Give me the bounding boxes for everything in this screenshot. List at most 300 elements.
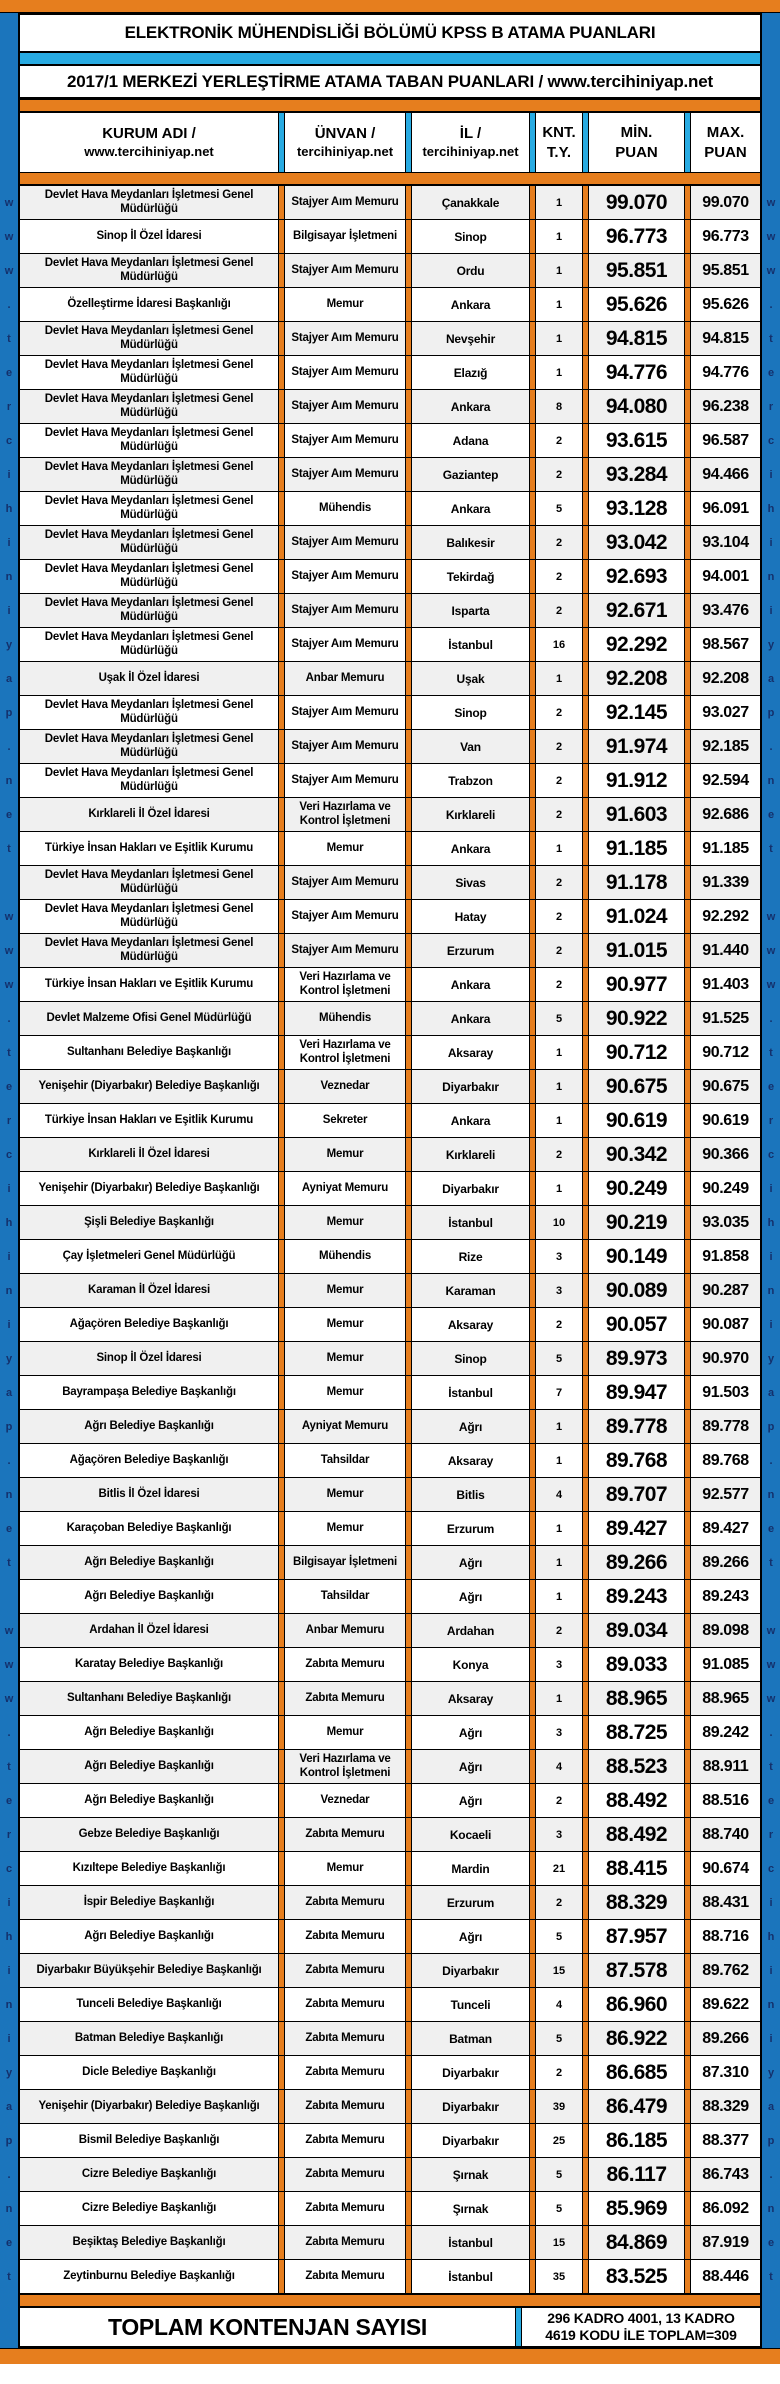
cell-min-puan: 86.960	[605, 1992, 668, 2016]
header-kurum-adi: KURUM ADI / www.tercihiniyap.net	[84, 125, 214, 159]
cell-min-puan: 86.685	[605, 2060, 668, 2084]
cell-unvan: Stajyer Aım Memuru	[291, 773, 399, 786]
side-letter-left: .	[0, 288, 18, 322]
cell-min-puan: 83.525	[605, 2264, 668, 2288]
table-row	[0, 2192, 780, 2226]
cell-il: Çanakkale	[441, 195, 500, 210]
column-divider	[405, 1614, 412, 1647]
column-divider	[405, 798, 412, 831]
cell-max-puan: 95.626	[702, 295, 749, 313]
column-divider	[278, 1308, 285, 1341]
side-letter-left: w	[0, 1682, 18, 1716]
cell-knt-ty: 8	[555, 400, 563, 413]
column-divider	[278, 2192, 285, 2225]
side-letter-right: .	[762, 1002, 780, 1036]
column-divider	[582, 186, 589, 219]
cell-il: Bitlis	[456, 1487, 485, 1502]
side-letter-left: e	[0, 1784, 18, 1818]
side-letter-left: n	[0, 1274, 18, 1308]
column-divider	[405, 832, 412, 865]
side-letter-right: n	[762, 1478, 780, 1512]
cell-max-puan: 96.773	[702, 227, 749, 245]
cell-unvan: Stajyer Aım Memuru	[291, 331, 399, 344]
header-divider	[529, 113, 536, 172]
column-divider	[278, 1002, 285, 1035]
footer-band	[0, 2308, 780, 2348]
side-letter-left: t	[0, 1036, 18, 1070]
column-divider	[278, 730, 285, 763]
column-divider	[582, 1104, 589, 1137]
cell-il: Aksaray	[447, 1045, 494, 1060]
cell-unvan: Memur	[326, 1317, 364, 1330]
cell-knt-ty: 2	[555, 1318, 563, 1331]
cell-unvan: Zabıta Memuru	[305, 2133, 385, 2146]
column-divider	[582, 1376, 589, 1409]
table-row	[0, 458, 780, 492]
cell-kurum-adi: Devlet Hava Meydanları İşletmesi Genel Müdürlüğü	[44, 767, 254, 793]
cell-max-puan: 87.919	[702, 2233, 749, 2251]
side-letter-left: w	[0, 968, 18, 1002]
cell-kurum-adi: Ağrı Belediye Başkanlığı	[84, 1589, 214, 1602]
cell-kurum-adi: Yenişehir (Diyarbakır) Belediye Başkanlığı	[38, 1181, 260, 1194]
column-divider	[529, 1580, 536, 1613]
column-divider	[278, 390, 285, 423]
column-divider	[684, 2090, 691, 2123]
cell-min-puan: 90.089	[605, 1278, 668, 1302]
side-letter-left: y	[0, 628, 18, 662]
cell-min-puan: 89.033	[605, 1652, 668, 1676]
cell-max-puan: 91.858	[702, 1247, 749, 1265]
cell-unvan: Stajyer Aım Memuru	[291, 263, 399, 276]
cell-max-puan: 86.743	[702, 2165, 749, 2183]
side-letter-left: w	[0, 220, 18, 254]
side-letter-right: r	[762, 1104, 780, 1138]
column-divider	[582, 1172, 589, 1205]
cell-kurum-adi: Ardahan İl Özel İdaresi	[89, 1623, 209, 1636]
column-divider	[278, 1172, 285, 1205]
cell-kurum-adi: Sinop İl Özel İdaresi	[96, 1351, 202, 1364]
column-divider	[582, 1342, 589, 1375]
table-row	[0, 1886, 780, 1920]
cell-knt-ty: 1	[555, 1556, 563, 1569]
cell-max-puan: 89.266	[702, 1553, 749, 1571]
cell-max-puan: 91.403	[702, 975, 749, 993]
cell-kurum-adi: Devlet Hava Meydanları İşletmesi Genel Müdürlüğü	[44, 359, 254, 385]
cell-knt-ty: 2	[555, 706, 563, 719]
column-divider	[582, 968, 589, 1001]
column-divider	[405, 2158, 412, 2191]
column-divider	[684, 1342, 691, 1375]
cell-max-puan: 91.085	[702, 1655, 749, 1673]
column-divider	[405, 1070, 412, 1103]
cell-max-puan: 88.516	[702, 1791, 749, 1809]
table-row	[0, 764, 780, 798]
column-divider	[405, 968, 412, 1001]
cell-il: Ağrı	[458, 1589, 483, 1604]
column-divider	[405, 186, 412, 219]
side-letter-left: c	[0, 1852, 18, 1886]
column-divider	[582, 2226, 589, 2259]
side-letter-right: w	[762, 1648, 780, 1682]
table-row	[0, 1818, 780, 1852]
side-letter-left: i	[0, 594, 18, 628]
cell-il: Hatay	[454, 909, 487, 924]
cell-kurum-adi: Çay İşletmeleri Genel Müdürlüğü	[62, 1249, 236, 1262]
cell-knt-ty: 2	[555, 978, 563, 991]
side-letter-right: n	[762, 560, 780, 594]
column-divider	[278, 1036, 285, 1069]
side-letter-right: i	[762, 594, 780, 628]
side-letter-left: p	[0, 2124, 18, 2158]
column-divider	[529, 1512, 536, 1545]
column-divider	[582, 492, 589, 525]
table-row	[0, 1750, 780, 1784]
side-letter-left: t	[0, 1750, 18, 1784]
cell-max-puan: 90.249	[702, 1179, 749, 1197]
column-divider	[278, 1716, 285, 1749]
cell-unvan: Veri Hazırlama ve Kontrol İşletmeni	[299, 971, 391, 997]
column-divider	[405, 1410, 412, 1443]
header-divider	[582, 113, 589, 172]
side-letter-right	[762, 866, 780, 900]
side-letter-right: a	[762, 2090, 780, 2124]
column-divider	[278, 1138, 285, 1171]
side-letter-right: p	[762, 1410, 780, 1444]
cell-il: Aksaray	[447, 1691, 494, 1706]
column-divider	[582, 220, 589, 253]
column-divider	[278, 1376, 285, 1409]
column-divider	[278, 1274, 285, 1307]
table-row	[0, 1580, 780, 1614]
column-divider	[582, 1274, 589, 1307]
column-divider	[529, 1444, 536, 1477]
column-divider	[278, 2226, 285, 2259]
side-letter-left: i	[0, 2022, 18, 2056]
cell-min-puan: 94.815	[605, 326, 668, 350]
column-divider	[684, 1954, 691, 1987]
column-divider	[684, 832, 691, 865]
footer-total-value: 296 KADRO 4001, 13 KADRO 4619 KODU İLE TOPLAM=309	[545, 2309, 737, 2343]
cell-min-puan: 88.725	[605, 1720, 668, 1744]
column-divider	[582, 1546, 589, 1579]
cell-knt-ty: 5	[555, 2168, 563, 2181]
column-divider	[582, 1750, 589, 1783]
column-divider	[684, 798, 691, 831]
side-letter-left: n	[0, 2192, 18, 2226]
column-divider	[405, 1988, 412, 2021]
cell-knt-ty: 3	[555, 1828, 563, 1841]
cell-kurum-adi: Yenişehir (Diyarbakır) Belediye Başkanlığı	[38, 2099, 260, 2112]
table-row	[0, 1274, 780, 1308]
table-row	[0, 1682, 780, 1716]
cell-knt-ty: 25	[552, 2134, 566, 2147]
cell-knt-ty: 10	[552, 1216, 566, 1229]
side-letter-left: t	[0, 1546, 18, 1580]
column-divider	[405, 730, 412, 763]
cell-il: Ağrı	[458, 1929, 483, 1944]
side-letter-right: .	[762, 288, 780, 322]
side-letter-right: w	[762, 1682, 780, 1716]
side-letter-right: n	[762, 2192, 780, 2226]
cyan-divider-strip	[18, 53, 762, 66]
cell-il: Diyarbakır	[442, 2065, 499, 2080]
column-divider	[582, 1886, 589, 1919]
column-divider	[405, 2090, 412, 2123]
column-divider	[684, 1036, 691, 1069]
side-letter-right: e	[762, 1512, 780, 1546]
right-blue-bar	[762, 99, 780, 113]
cell-knt-ty: 2	[555, 2066, 563, 2079]
column-divider	[405, 1954, 412, 1987]
cell-knt-ty: 39	[552, 2100, 566, 2113]
column-divider	[582, 1580, 589, 1613]
cell-max-puan: 94.466	[702, 465, 749, 483]
cell-il: Uşak	[456, 671, 485, 686]
column-divider	[529, 1342, 536, 1375]
column-divider	[405, 2022, 412, 2055]
cell-unvan: Mühendis	[318, 1249, 372, 1262]
cell-il: Adana	[452, 433, 489, 448]
cell-kurum-adi: Ağrı Belediye Başkanlığı	[84, 1419, 214, 1432]
column-divider	[529, 832, 536, 865]
cell-min-puan: 90.619	[605, 1108, 668, 1132]
cell-min-puan: 87.578	[605, 1958, 668, 1982]
column-divider	[529, 458, 536, 491]
cell-max-puan: 90.712	[702, 1043, 749, 1061]
side-letter-left: h	[0, 492, 18, 526]
cell-kurum-adi: Devlet Hava Meydanları İşletmesi Genel Müdürlüğü	[44, 937, 254, 963]
side-letter-left: r	[0, 1104, 18, 1138]
column-divider	[405, 1036, 412, 1069]
cell-knt-ty: 2	[555, 468, 563, 481]
table-row	[0, 1852, 780, 1886]
column-divider	[278, 356, 285, 389]
table-row	[0, 1478, 780, 1512]
side-letter-right: h	[762, 1206, 780, 1240]
cell-unvan: Stajyer Aım Memuru	[291, 433, 399, 446]
cell-min-puan: 86.185	[605, 2128, 668, 2152]
cell-unvan: Memur	[326, 1147, 364, 1160]
cell-knt-ty: 2	[555, 1794, 563, 1807]
cell-kurum-adi: Devlet Hava Meydanları İşletmesi Genel Müdürlüğü	[44, 461, 254, 487]
cell-kurum-adi: Devlet Hava Meydanları İşletmesi Genel Müdürlüğü	[44, 427, 254, 453]
column-divider	[582, 1614, 589, 1647]
column-divider	[278, 628, 285, 661]
side-letter-left: e	[0, 1512, 18, 1546]
header-divider	[278, 113, 285, 172]
column-divider	[582, 1512, 589, 1545]
cell-knt-ty: 2	[555, 434, 563, 447]
cell-unvan: Bilgisayar İşletmeni	[292, 1555, 398, 1568]
column-divider	[684, 1988, 691, 2021]
cell-min-puan: 89.034	[605, 1618, 668, 1642]
side-letter-left: e	[0, 2226, 18, 2260]
side-letter-left: n	[0, 1478, 18, 1512]
column-divider	[405, 1580, 412, 1613]
table-row	[0, 2124, 780, 2158]
cell-max-puan: 92.594	[702, 771, 749, 789]
column-divider	[529, 2226, 536, 2259]
cell-knt-ty: 3	[555, 1284, 563, 1297]
cell-il: Erzurum	[446, 1895, 495, 1910]
right-blue-bar	[762, 13, 780, 53]
cell-knt-ty: 4	[555, 1760, 563, 1773]
column-divider	[405, 390, 412, 423]
cell-kurum-adi: Dicle Belediye Başkanlığı	[82, 2065, 216, 2078]
column-divider	[278, 662, 285, 695]
cell-knt-ty: 1	[555, 1046, 563, 1059]
cell-knt-ty: 5	[555, 1930, 563, 1943]
side-letter-right: w	[762, 934, 780, 968]
column-divider	[405, 254, 412, 287]
cell-min-puan: 92.693	[605, 564, 668, 588]
cell-min-puan: 89.243	[605, 1584, 668, 1608]
cell-knt-ty: 21	[552, 1862, 566, 1875]
table-row	[0, 424, 780, 458]
column-divider	[278, 2056, 285, 2089]
cell-il: Karaman	[445, 1283, 496, 1298]
column-divider	[278, 764, 285, 797]
table-row	[0, 2158, 780, 2192]
side-letter-right: r	[762, 1818, 780, 1852]
column-divider	[684, 696, 691, 729]
side-letter-right: .	[762, 1444, 780, 1478]
column-divider	[529, 1308, 536, 1341]
cell-min-puan: 89.973	[605, 1346, 668, 1370]
cell-min-puan: 92.671	[605, 598, 668, 622]
header-max-puan: MAX. PUAN	[704, 124, 747, 161]
cell-il: Ordu	[456, 263, 485, 278]
cell-unvan: Memur	[326, 1725, 364, 1738]
table-row	[0, 832, 780, 866]
cell-max-puan: 91.339	[702, 873, 749, 891]
right-blue-bar	[762, 2308, 780, 2348]
side-letter-right: a	[762, 1376, 780, 1410]
column-divider	[684, 220, 691, 253]
cell-unvan: Stajyer Aım Memuru	[291, 909, 399, 922]
cell-il: Ağrı	[458, 1759, 483, 1774]
column-divider	[529, 1036, 536, 1069]
left-blue-bar	[0, 53, 18, 66]
cell-kurum-adi: Diyarbakır Büyükşehir Belediye Başkanlığı	[36, 1963, 262, 1976]
column-divider	[684, 1308, 691, 1341]
cell-max-puan: 89.768	[702, 1451, 749, 1469]
cell-kurum-adi: Cizre Belediye Başkanlığı	[81, 2167, 217, 2180]
right-blue-bar	[762, 172, 780, 186]
cell-min-puan: 86.117	[606, 2162, 667, 2186]
cell-unvan: Zabıta Memuru	[305, 2235, 385, 2248]
column-divider	[684, 2158, 691, 2191]
table-row	[0, 1342, 780, 1376]
column-divider	[582, 526, 589, 559]
column-divider	[684, 1478, 691, 1511]
column-divider	[582, 2158, 589, 2191]
column-divider	[278, 254, 285, 287]
column-divider	[529, 1376, 536, 1409]
cell-min-puan: 91.178	[605, 870, 668, 894]
side-letter-left: a	[0, 2090, 18, 2124]
left-blue-bar	[0, 13, 18, 53]
cell-max-puan: 90.087	[702, 1315, 749, 1333]
column-divider	[278, 288, 285, 321]
side-letter-right: c	[762, 1138, 780, 1172]
side-letter-left	[0, 866, 18, 900]
cell-max-puan: 91.525	[702, 1009, 749, 1027]
cell-unvan: Zabıta Memuru	[305, 2099, 385, 2112]
cell-knt-ty: 2	[555, 604, 563, 617]
column-divider	[278, 1750, 285, 1783]
cell-min-puan: 89.778	[605, 1414, 668, 1438]
column-divider	[278, 1682, 285, 1715]
table-row	[0, 492, 780, 526]
column-divider	[582, 424, 589, 457]
side-letter-right: e	[762, 1784, 780, 1818]
table-row	[0, 866, 780, 900]
cell-max-puan: 92.185	[702, 737, 749, 755]
column-divider	[582, 1070, 589, 1103]
column-divider	[684, 1410, 691, 1443]
column-divider	[529, 1410, 536, 1443]
column-divider	[278, 1954, 285, 1987]
cell-kurum-adi: Devlet Hava Meydanları İşletmesi Genel Müdürlüğü	[44, 189, 254, 215]
cell-knt-ty: 3	[555, 1250, 563, 1263]
cell-max-puan: 88.446	[702, 2267, 749, 2285]
cell-il: Aksaray	[447, 1317, 494, 1332]
cell-il: Konya	[452, 1657, 489, 1672]
cell-knt-ty: 2	[555, 876, 563, 889]
cell-unvan: Stajyer Aım Memuru	[291, 603, 399, 616]
cell-kurum-adi: Ağrı Belediye Başkanlığı	[84, 1793, 214, 1806]
column-divider	[684, 1716, 691, 1749]
side-letter-right: c	[762, 424, 780, 458]
cell-unvan: Sekreter	[322, 1113, 368, 1126]
column-divider	[278, 1614, 285, 1647]
cell-il: Kırklareli	[445, 807, 496, 822]
right-blue-bar	[762, 113, 780, 172]
column-divider	[405, 900, 412, 933]
cell-unvan: Stajyer Aım Memuru	[291, 569, 399, 582]
column-divider	[278, 1444, 285, 1477]
column-divider	[529, 1546, 536, 1579]
column-divider	[529, 1138, 536, 1171]
side-letter-left: n	[0, 1988, 18, 2022]
side-letter-right: i	[762, 1886, 780, 1920]
footer-divider	[515, 2308, 522, 2346]
column-divider	[278, 832, 285, 865]
cell-min-puan: 91.185	[605, 836, 668, 860]
table-row	[0, 322, 780, 356]
column-divider	[405, 1274, 412, 1307]
side-letter-left: .	[0, 1444, 18, 1478]
column-divider	[405, 1750, 412, 1783]
column-divider	[582, 1478, 589, 1511]
column-divider	[529, 1104, 536, 1137]
column-divider	[582, 1818, 589, 1851]
footer-total-label: TOPLAM KONTENJAN SAYISI	[108, 2313, 427, 2340]
cell-kurum-adi: Devlet Hava Meydanları İşletmesi Genel Müdürlüğü	[44, 495, 254, 521]
side-letter-left: .	[0, 1002, 18, 1036]
cell-unvan: Mühendis	[318, 501, 372, 514]
column-divider	[405, 1342, 412, 1375]
column-divider	[278, 1784, 285, 1817]
table-row	[0, 2022, 780, 2056]
table-row	[0, 1206, 780, 1240]
column-divider	[405, 1784, 412, 1817]
column-divider	[684, 288, 691, 321]
column-divider	[582, 628, 589, 661]
column-divider	[529, 492, 536, 525]
column-divider	[582, 560, 589, 593]
